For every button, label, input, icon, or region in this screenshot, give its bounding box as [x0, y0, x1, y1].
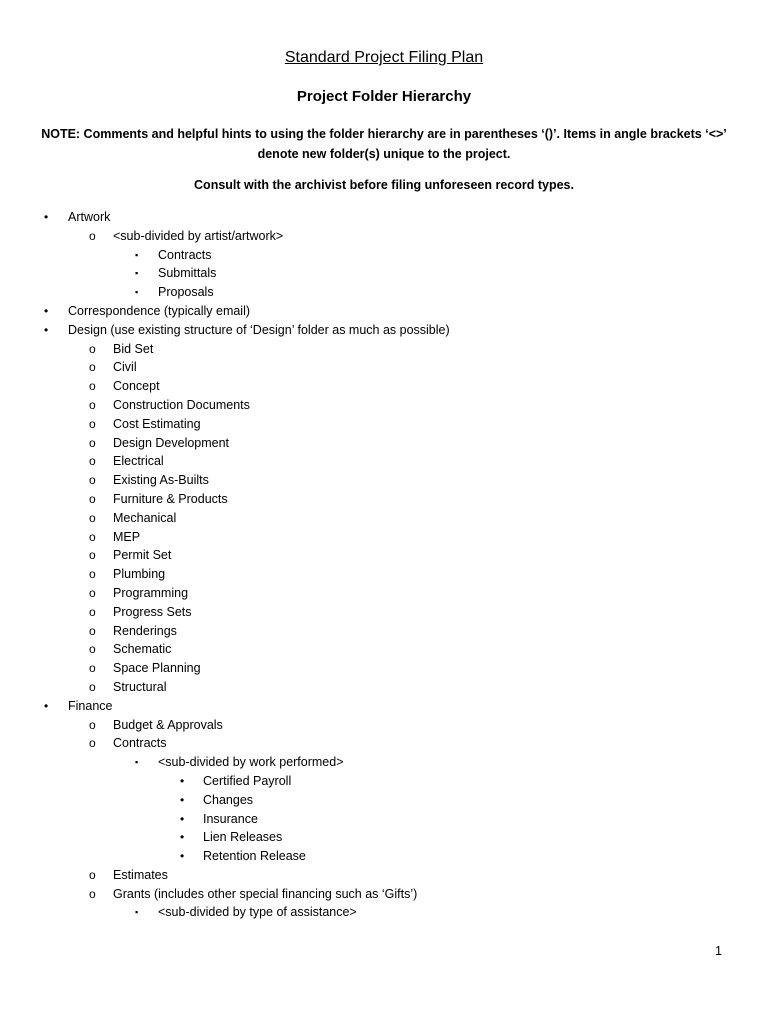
circle-bullet-icon: o — [89, 623, 96, 638]
circle-bullet-icon: o — [89, 661, 96, 676]
outline-item-text: Furniture & Products — [113, 491, 228, 506]
outline-item-text: <sub-divided by artist/artwork> — [113, 228, 284, 243]
outline-item-text: Plumbing — [113, 567, 166, 582]
outline-item-level-4 — [0, 791, 768, 810]
square-bullet-icon: ▪ — [135, 268, 139, 279]
circle-bullet-icon: o — [89, 548, 96, 563]
outline-item-level-1 — [0, 302, 768, 321]
outline-item-level-4 — [0, 772, 768, 791]
outline-item-text: Mechanical — [113, 510, 177, 525]
outline-item-level-2 — [0, 471, 768, 490]
bullet-icon: • — [180, 811, 185, 826]
document-subtitle: Project Folder Hierarchy — [296, 88, 472, 105]
bullet-icon: • — [180, 773, 185, 788]
outline-item-text: Schematic — [113, 642, 172, 657]
square-bullet-icon: ▪ — [135, 907, 139, 918]
outline-item-text: Changes — [203, 792, 254, 807]
outline-item-level-2 — [0, 490, 768, 509]
document-consult-notice: Consult with the archivist before filing unforeseen record types. — [194, 178, 574, 192]
folder-hierarchy-outline — [0, 208, 768, 922]
outline-item-text: Permit Set — [113, 548, 172, 563]
outline-item-text: Finance — [68, 698, 113, 713]
outline-item-text: Correspondence (typically email) — [68, 303, 251, 318]
outline-item-level-2 — [0, 415, 768, 434]
outline-item-level-1 — [0, 208, 768, 227]
outline-item-level-1 — [0, 697, 768, 716]
bullet-icon: • — [44, 303, 49, 318]
circle-bullet-icon: o — [89, 416, 96, 431]
document-title: Standard Project Filing Plan — [284, 49, 484, 66]
outline-item-level-2 — [0, 377, 768, 396]
outline-item-text: <sub-divided by type of assistance> — [158, 905, 357, 920]
bullet-icon: • — [44, 322, 49, 337]
outline-item-text: Construction Documents — [113, 397, 250, 412]
outline-item-text: Bid Set — [113, 341, 154, 356]
circle-bullet-icon: o — [89, 717, 96, 732]
outline-item-text: Concept — [113, 379, 160, 394]
outline-item-level-2 — [0, 885, 768, 904]
outline-item-text: Contracts — [113, 736, 167, 751]
outline-item-text: Design (use existing structure of ‘Design’ folder as much as possible) — [68, 322, 450, 337]
outline-item-level-2 — [0, 622, 768, 641]
circle-bullet-icon: o — [89, 360, 96, 375]
outline-item-level-3 — [0, 264, 768, 283]
outline-item-level-4 — [0, 828, 768, 847]
circle-bullet-icon: o — [89, 228, 96, 243]
outline-item-level-2 — [0, 640, 768, 659]
outline-item-text: Programming — [113, 585, 189, 600]
circle-bullet-icon: o — [89, 473, 96, 488]
outline-item-level-2 — [0, 603, 768, 622]
circle-bullet-icon: o — [89, 454, 96, 469]
circle-bullet-icon: o — [89, 379, 96, 394]
bullet-icon: • — [44, 210, 49, 224]
outline-item-text: Cost Estimating — [113, 416, 201, 431]
outline-item-level-4 — [0, 810, 768, 829]
circle-bullet-icon: o — [89, 604, 96, 619]
circle-bullet-icon: o — [89, 341, 96, 356]
outline-item-level-2 — [0, 546, 768, 565]
outline-item-level-2 — [0, 716, 768, 735]
circle-bullet-icon: o — [89, 679, 96, 694]
outline-item-text: Submittals — [158, 266, 217, 281]
outline-item-level-2 — [0, 528, 768, 547]
outline-item-text: Proposals — [158, 285, 214, 300]
square-bullet-icon: ▪ — [135, 757, 139, 768]
outline-item-level-2 — [0, 452, 768, 471]
outline-item-level-3 — [0, 903, 768, 922]
circle-bullet-icon: o — [89, 491, 96, 506]
outline-item-text: Retention Release — [203, 849, 306, 864]
outline-item-text: Existing As-Builts — [113, 473, 209, 488]
circle-bullet-icon: o — [89, 567, 96, 582]
square-bullet-icon: ▪ — [135, 287, 139, 298]
outline-item-level-4 — [0, 847, 768, 866]
outline-item-level-2 — [0, 227, 768, 246]
outline-item-level-2 — [0, 659, 768, 678]
outline-item-text: Grants (includes other special financing such as ‘Gifts’) — [113, 886, 418, 901]
outline-item-level-2 — [0, 565, 768, 584]
outline-item-level-1 — [0, 321, 768, 340]
outline-item-level-2 — [0, 509, 768, 528]
outline-item-text: MEP — [113, 529, 141, 544]
outline-item-text: Structural — [113, 679, 167, 694]
outline-item-text: Design Development — [113, 435, 230, 450]
outline-item-text: Estimates — [113, 867, 168, 882]
page-number: 1 — [715, 944, 722, 958]
outline-item-level-2 — [0, 340, 768, 359]
outline-item-level-2 — [0, 678, 768, 697]
outline-item-text: Progress Sets — [113, 604, 192, 619]
outline-item-level-2 — [0, 866, 768, 885]
outline-item-text: <sub-divided by work performed> — [158, 755, 344, 770]
outline-item-level-3 — [0, 753, 768, 772]
outline-item-level-2 — [0, 434, 768, 453]
outline-item-text: Certified Payroll — [203, 773, 292, 788]
square-bullet-icon: ▪ — [135, 249, 139, 260]
circle-bullet-icon: o — [89, 510, 96, 525]
outline-item-text: Artwork — [68, 210, 111, 224]
outline-item-level-3 — [0, 283, 768, 302]
outline-item-text: Civil — [113, 360, 137, 375]
outline-item-level-2 — [0, 584, 768, 603]
circle-bullet-icon: o — [89, 435, 96, 450]
circle-bullet-icon: o — [89, 642, 96, 657]
outline-item-level-2 — [0, 396, 768, 415]
outline-item-level-3 — [0, 246, 768, 265]
outline-item-text: Contracts — [158, 247, 212, 262]
outline-item-text: Electrical — [113, 454, 164, 469]
circle-bullet-icon: o — [89, 867, 96, 882]
circle-bullet-icon: o — [89, 585, 96, 600]
outline-item-text: Lien Releases — [203, 830, 283, 845]
outline-item-text: Space Planning — [113, 661, 201, 676]
circle-bullet-icon: o — [89, 529, 96, 544]
outline-item-text: Budget & Approvals — [113, 717, 223, 732]
circle-bullet-icon: o — [89, 886, 96, 901]
bullet-icon: • — [180, 830, 185, 845]
outline-item-level-2 — [0, 358, 768, 377]
circle-bullet-icon: o — [89, 736, 96, 751]
circle-bullet-icon: o — [89, 397, 96, 412]
bullet-icon: • — [180, 849, 185, 864]
outline-item-text: Insurance — [203, 811, 258, 826]
outline-item-text: Renderings — [113, 623, 177, 638]
bullet-icon: • — [180, 792, 185, 807]
bullet-icon: • — [44, 698, 49, 713]
outline-item-level-2 — [0, 734, 768, 753]
document-note: NOTE: Comments and helpful hints to using the folder hierarchy are in parentheses ‘()’. Items in angle brackets ‘<>’ denote new folder(s) unique to the project. — [41, 127, 727, 161]
